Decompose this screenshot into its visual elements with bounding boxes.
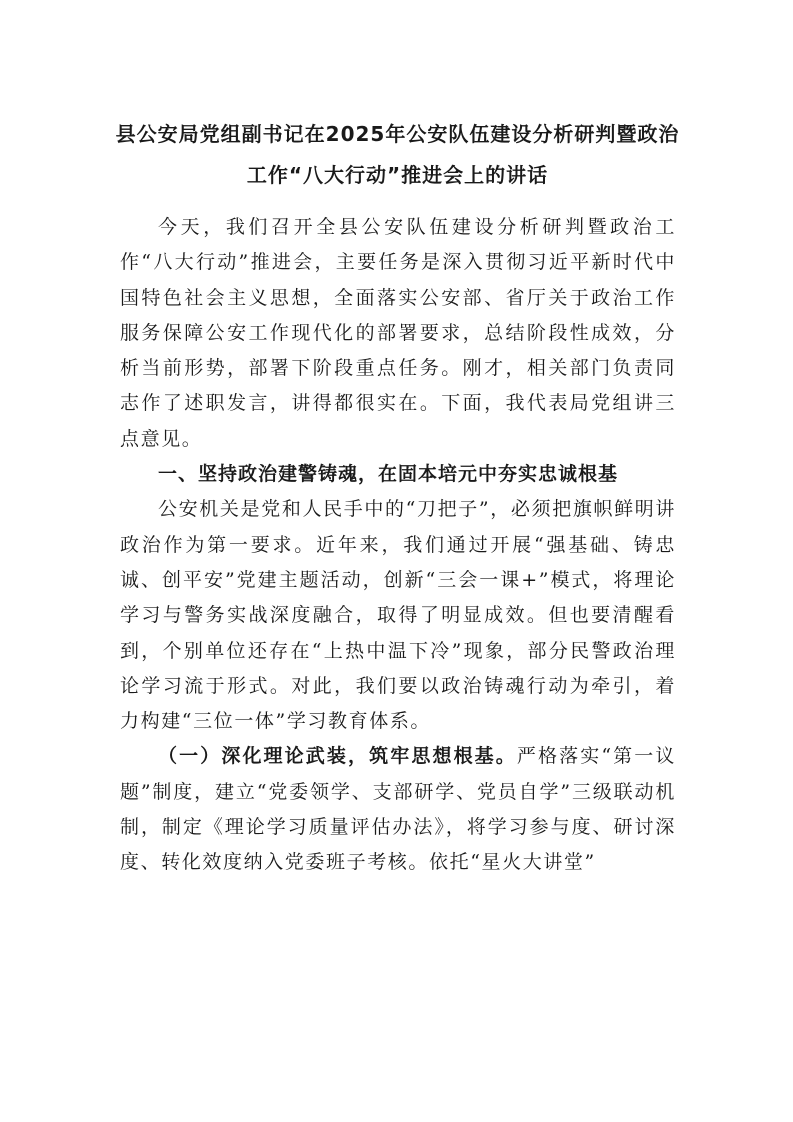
section-heading-1: 一、坚持政治建警铸魂，在固本培元中夯实忠诚根基 — [158, 463, 619, 486]
document-body — [120, 210, 676, 881]
page-title: 县公安局党组副书记在2025年公安队伍建设分析研判暨政治工作“八大行动”推进会上的讲话 — [115, 122, 680, 187]
subsection-1-lead: （一）深化理论武装，筑牢思想根基。 — [158, 745, 517, 768]
subsection-1-text: 严格落实“第一议题”制度，建立“党委领学、支部研学、党员自学”三级联动机制，制定《理论学习质量评估办法》，将学习参与度、研讨深度、转化效度纳入党委班子考核。依托“星火大讲堂” — [120, 745, 677, 874]
intro-paragraph: 今天，我们召开全县公安队伍建设分析研判暨政治工作“八大行动”推进会，主要任务是深入贯彻习近平新时代中国特色社会主义思想，全面落实公安部、省厅关于政治工作服务保障公安工作现代化的部署要求，总结阶段性成效，分析当前形势，部署下阶段重点任务。刚才，相关部门负责同志作了述职发言，讲得都很实在。下面，我代表局党组讲三点意见。 — [120, 216, 676, 450]
section-1-paragraph: 公安机关是党和人民手中的“刀把子”，必须把旗帜鲜明讲政治作为第一要求。近年来，我们通过开展“强基础、铸忠诚、创平安”党建主题活动，创新“三会一课+”模式，将理论学习与警务实战深度融合，取得了明显成效。但也要清醒看到，个别单位还存在“上热中温下冷”现象，部分民警政治理论学习流于形式。对此，我们要以政治铸魂行动为牵引，着力构建“三位一体”学习教育体系。 — [120, 498, 676, 733]
subsection-1-paragraph — [120, 739, 676, 880]
